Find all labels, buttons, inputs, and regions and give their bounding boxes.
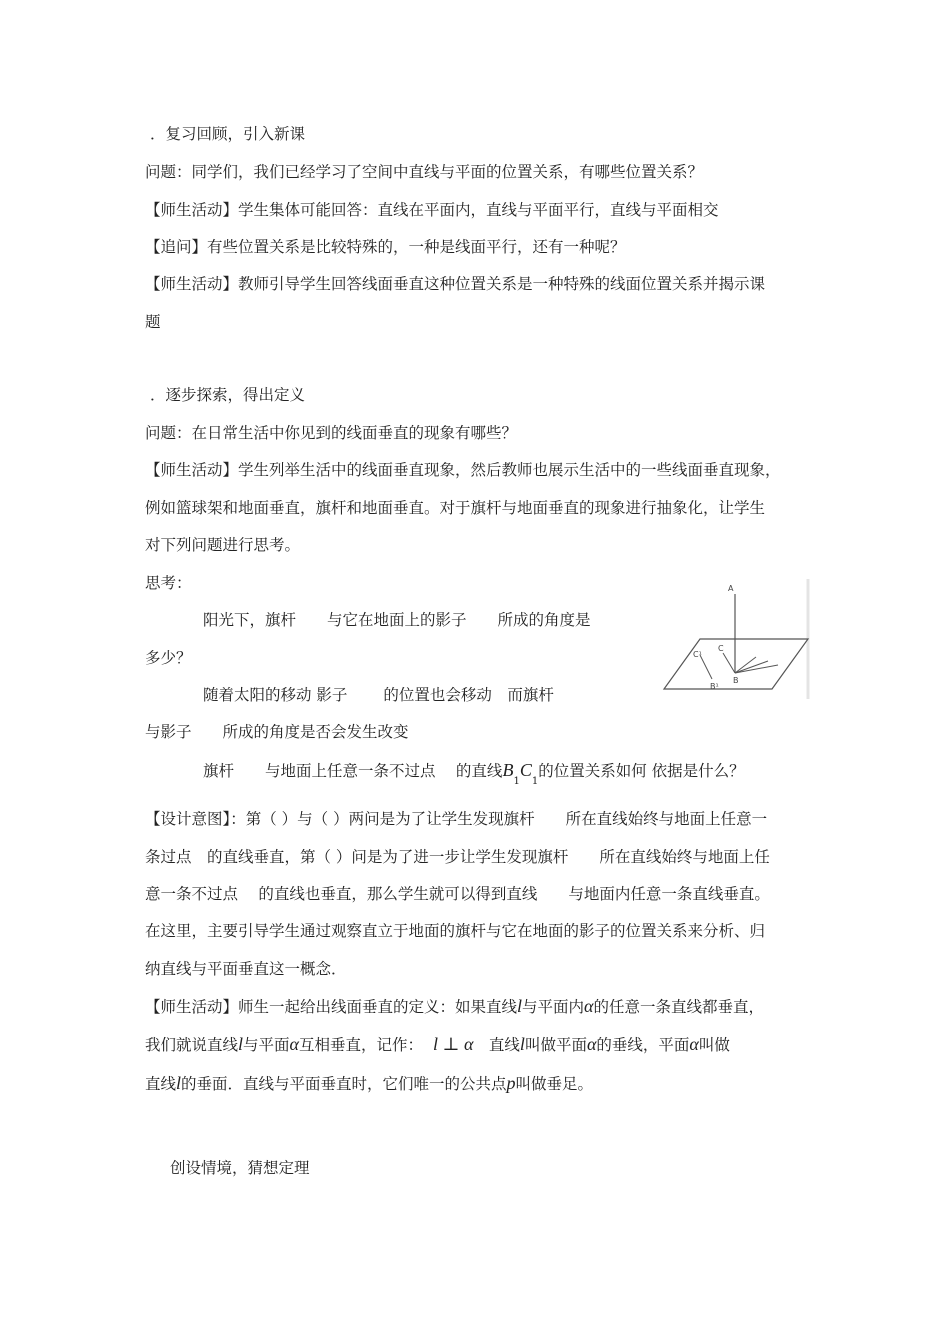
think-question-1: 阳光下，旗杆 与它在地面上的影子 所成的角度是 [203, 611, 591, 629]
design-intent: 意一条不过点 的直线也垂直，那么学生就可以得到直线 与地面内任意一条直线垂直。 [145, 885, 770, 903]
section1-heading: ．复习回顾，引入新课 [150, 125, 306, 143]
plane-alpha-symbol: α [289, 1034, 299, 1054]
definition-text: 【师生活动】师生一起给出线面垂直的定义：如果直线 [145, 998, 518, 1016]
question-text: 旗杆 与地面上任意一条不过点 的直线 [203, 762, 503, 780]
activity-text: 对下列问题进行思考。 [145, 536, 301, 554]
definition-text: 叫做垂足。 [515, 1075, 594, 1093]
subscript: 1 [531, 776, 539, 787]
definition-line [145, 996, 764, 1017]
definition-text: 叫做平面 [524, 1036, 587, 1054]
activity-text: 【师生活动】学生集体可能回答：直线在平面内，直线与平面平行，直线与平面相交 [145, 201, 719, 219]
definition-text: 互相垂直，记作： [299, 1036, 424, 1054]
design-intent: 纳直线与平面垂直这一概念． [145, 960, 347, 978]
question-text: 的位置关系如何 依据是什么？ [538, 762, 745, 780]
line-l-symbol: l [176, 1073, 182, 1093]
think-question-3 [203, 760, 745, 787]
point-c-symbol: C [519, 760, 532, 780]
definition-line [145, 1034, 730, 1055]
plane-alpha-symbol: α [689, 1034, 699, 1054]
definition-text: 叫做 [698, 1036, 730, 1054]
think-label: 思考： [145, 574, 192, 592]
definition-text: 与平面 [243, 1036, 290, 1054]
label-b: B [733, 676, 739, 685]
definition-text: 的垂线，平面 [596, 1036, 690, 1054]
label-b1: B¹ [710, 682, 719, 691]
plane-alpha-symbol: α [586, 1034, 597, 1054]
label-a: A [728, 584, 734, 593]
subscript: 1 [513, 776, 520, 787]
line-l-symbol: l [517, 996, 523, 1016]
line-l-symbol: l [519, 1034, 525, 1054]
perpendicular-formula: l ⊥ α [433, 1034, 474, 1054]
design-intent: 在这里，主要引导学生通过观察直立于地面的旗杆与它在地面的影子的位置关系来分析、归 [145, 922, 766, 940]
activity-text: 题 [145, 313, 161, 331]
design-intent: 条过点 的直线垂直，第（ ）问是为了进一步让学生发现旗杆 所在直线始终与地面上任 [145, 848, 770, 866]
question-text: 问题：同学们，我们已经学习了空间中直线与平面的位置关系，有哪些位置关系？ [145, 163, 704, 181]
think-question-2: 随着太阳的移动 影子 的位置也会移动 而旗杆 [203, 686, 554, 704]
definition-text: 我们就说直线 [145, 1036, 239, 1054]
point-b-symbol: B [502, 760, 514, 780]
flagpole-figure [660, 577, 810, 701]
activity-text: 【师生活动】教师引导学生回答线面垂直这种位置关系是一种特殊的线面位置关系并揭示课 [145, 275, 766, 293]
activity-text: 【师生活动】学生列举生活中的线面垂直现象，然后教师也展示生活中的一些线面垂直现象， [145, 461, 781, 479]
definition-text: 直线 [473, 1036, 520, 1054]
label-c1: C¹ [693, 650, 702, 659]
section3-heading: 创设情境，猜想定理 [170, 1159, 310, 1177]
think-question-1-cont: 多少？ [145, 649, 192, 667]
design-intent: 【设计意图】：第（ ）与（ ）两问是为了让学生发现旗杆 所在直线始终与地面上任意一 [145, 810, 768, 828]
question-text: 问题：在日常生活中你见到的线面垂直的现象有哪些？ [145, 424, 518, 442]
activity-text: 例如篮球架和地面垂直，旗杆和地面垂直。对于旗杆与地面垂直的现象进行抽象化，让学生 [145, 499, 766, 517]
section2-heading: ．逐步探索，得出定义 [150, 386, 306, 404]
followup-question: 【追问】有些位置关系是比较特殊的，一种是线面平行，还有一种呢？ [145, 238, 626, 256]
point-p-symbol: p [506, 1073, 516, 1093]
definition-text: 的垂面．直线与平面垂直时，它们唯一的公共点 [181, 1075, 507, 1093]
definition-text: 与平面内 [522, 998, 585, 1016]
line-l-symbol: l [238, 1034, 244, 1054]
definition-line [145, 1073, 593, 1094]
label-c: C [718, 644, 724, 653]
definition-text: 直线 [145, 1075, 177, 1093]
think-question-2-cont: 与影子 所成的角度是否会发生改变 [145, 723, 409, 741]
plane-alpha-symbol: α [584, 996, 594, 1016]
definition-text: 的任意一条直线都垂直， [593, 998, 765, 1016]
